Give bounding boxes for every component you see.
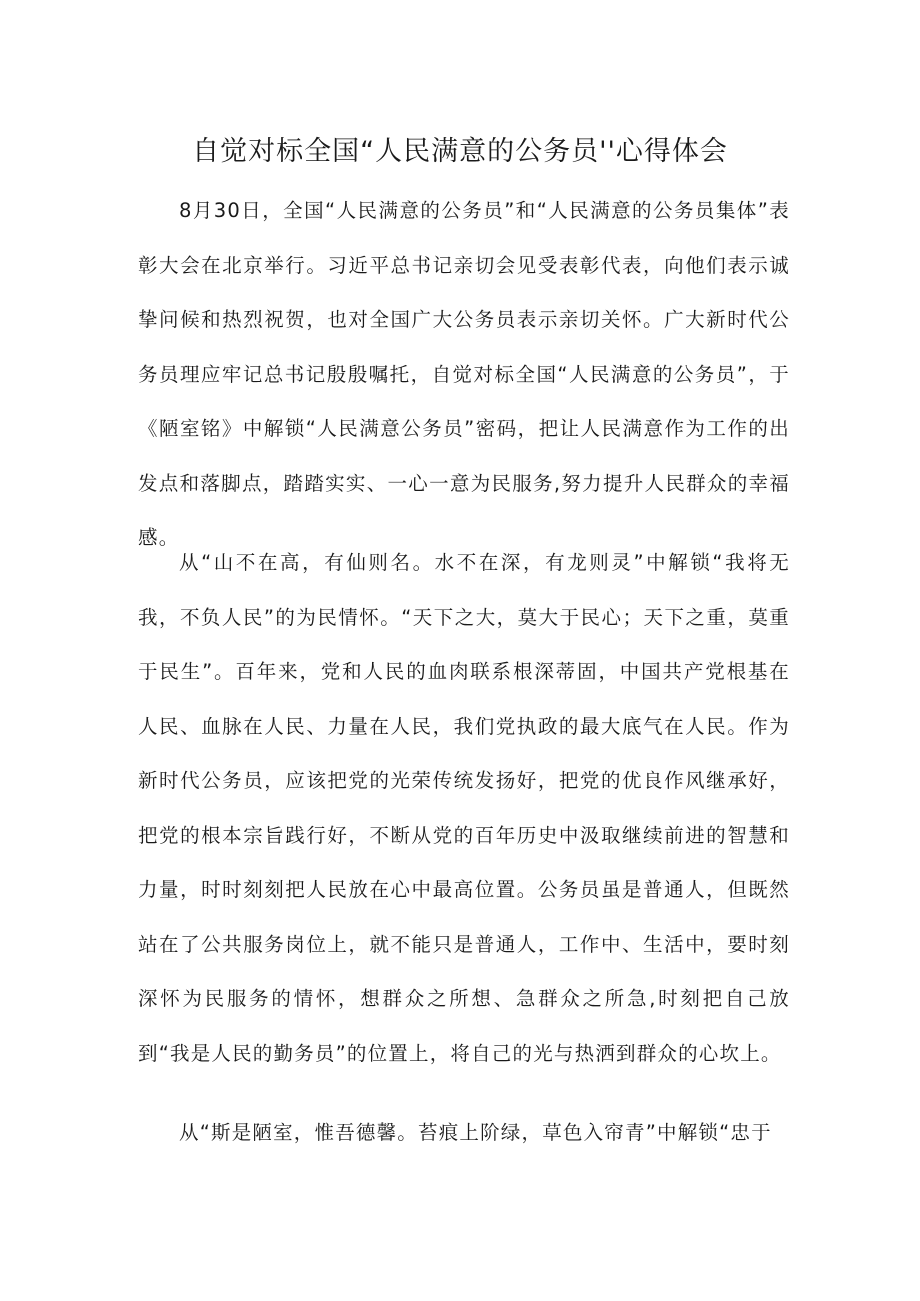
paragraph-3: 从“斯是陋室，惟吾德馨。苔痕上阶绿，草色入帘青”中解锁“忠于	[179, 1121, 772, 1144]
paragraph-2: 从“山不在高，有仙则名。水不在深，有龙则灵”中解锁“我将无我，不负人民”的为民情怀。“天下之大，莫大于民心；天下之重，莫重于民生”。百年来，党和人民的血肉联系根深蒂固，中国共产党根基在人民、血脉在人民、力量在人民，我们党执政的最大底气在人民。作为新时代公务员，应该把党的光荣传统发扬好，把党的优良作风继承好，把党的根本宗旨践行好，不断从党的百年历史中汲取继续前进的智慧和力量，时时刻刻把人民放在心中最高位置。公务员虽是普通人，但既然站在了公共服务岗位上，就不能只是普通人，工作中、生活中，要时刻深怀为民服务的情怀，想群众之所想、急群众之所急,时刻把自己放到“我是人民的勤务员”的位置上，将自己的光与热洒到群众的心坎上。	[138, 551, 790, 1065]
paragraph-1: 8月30日，全国“人民满意的公务员”和“人民满意的公务员集体”表彰大会在北京举行。习近平总书记亲切会见受表彰代表，向他们表示诚挚问候和热烈祝贺，也对全国广大公务员表示亲切关怀。广大新时代公务员理应牢记总书记殷殷嘱托，自觉对标全国“人民满意的公务员”，于《陋室铭》中解锁“人民满意公务员”密码，把让人民满意作为工作的出发点和落脚点，踏踏实实、一心一意为民服务,努力提升人民群众的幸福感。	[138, 199, 790, 549]
document-title: 自觉对标全国“人民满意的公务员''心得体会	[192, 136, 728, 167]
